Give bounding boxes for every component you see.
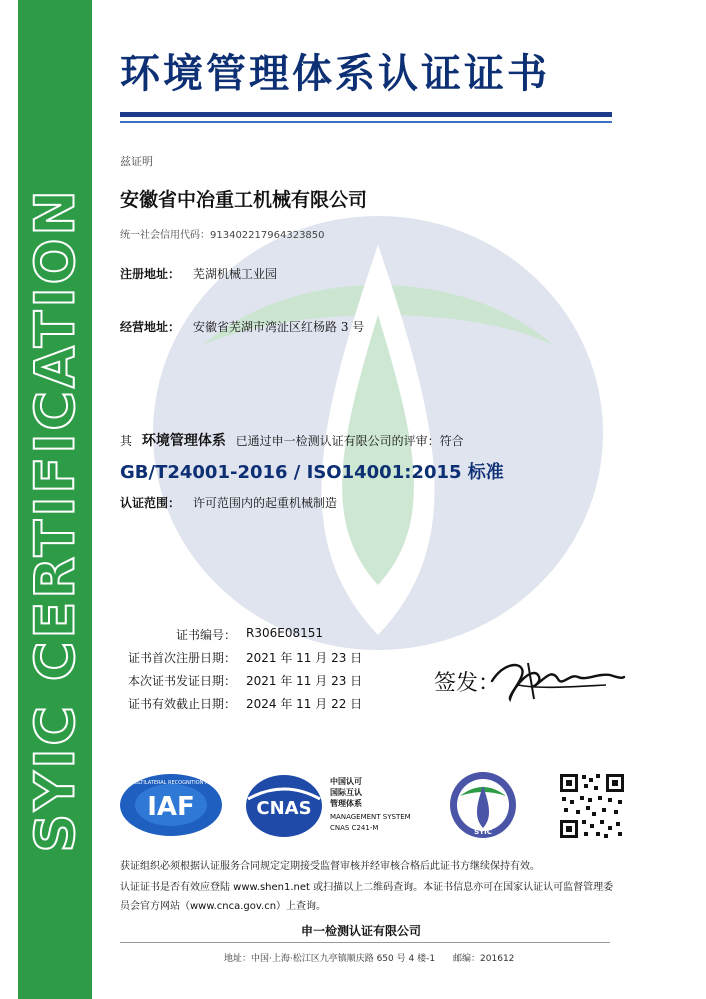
- footer-rule: [120, 942, 610, 943]
- cnas-en2: CNAS C241-M: [330, 824, 379, 832]
- issuer-name: 申一检测认证有限公司: [301, 924, 422, 938]
- footer-line-1: 获证组织必须根据认证服务合同规定定期接受监督审核并经审核合格后此证书方继续保持有效。: [120, 861, 540, 872]
- registered-address-value: 芜湖机械工业园: [193, 267, 278, 281]
- cnas-en1: MANAGEMENT SYSTEM: [330, 813, 411, 821]
- credit-code: 统一社会信用代码：913402217964323850: [120, 230, 325, 241]
- scope-value: 许可范围内的起重机械制造: [193, 496, 338, 510]
- standard: GB/T24001-2016 / ISO14001:2015 标准: [120, 462, 504, 483]
- cnas-cn2: 国际互认: [330, 788, 362, 797]
- title-rule: [120, 112, 612, 117]
- iaf-logo-text: IAF: [147, 792, 195, 822]
- cnas-cn3: 管理体系: [330, 799, 362, 808]
- footer-line-3: 员会官方网站（www.cnca.gov.cn）上查询。: [120, 901, 327, 912]
- sign-label: 签发：: [434, 671, 501, 696]
- statement-post: 已通过申一检测认证有限公司的评审：符合: [235, 434, 464, 448]
- side-brand-text: SYIC CERTIFICATION: [23, 187, 87, 853]
- cert-number-value: R306E08151: [246, 626, 323, 640]
- iaf-logo-ring: MEMBER OF MULTILATERAL RECOGNITION ARRANGEMENT: [98, 780, 244, 786]
- cnas-logo: [244, 773, 434, 839]
- expiry-date-value: 2024 年 11 月 22 日: [246, 697, 363, 711]
- qr-code: [558, 772, 626, 840]
- signature-image: [488, 655, 628, 705]
- cnas-logo-text: CNAS: [256, 798, 312, 819]
- certify-label: 兹证明: [120, 155, 153, 168]
- issuer-address: 地址：中国·上海·松江区九亭镇顺庆路 650 号 4 楼-1 邮编：201612: [224, 954, 515, 964]
- issue-date-label: 本次证书发证日期：: [127, 674, 236, 688]
- statement-pre: 其: [120, 434, 133, 448]
- title-rule-thin: [120, 121, 612, 123]
- footer-line-2: 认证证书是否有效应登陆 www.shen1.net 或扫描以上二维码查询。本证书信息亦可在国家认证认可监督管理委: [120, 882, 614, 893]
- statement: [120, 430, 464, 450]
- company-name: 安徽省中冶重工机械有限公司: [120, 189, 368, 211]
- cert-number-label: 证书编号：: [175, 628, 236, 642]
- registered-address-label: 注册地址：: [120, 267, 181, 281]
- certificate-title: 环境管理体系认证证书: [120, 51, 550, 97]
- syic-logo-text: SYIC: [474, 828, 492, 836]
- iaf-logo: [98, 773, 244, 838]
- scope-label: 认证范围：: [120, 496, 181, 510]
- issue-date-value: 2021 年 11 月 23 日: [246, 674, 363, 688]
- first-reg-date-value: 2021 年 11 月 23 日: [246, 651, 363, 665]
- expiry-date-label: 证书有效截止日期：: [127, 697, 236, 711]
- cnas-cn1: 中国认可: [330, 777, 362, 786]
- business-address-label: 经营地址：: [120, 320, 181, 334]
- business-address-value: 安徽省芜湖市湾沚区红杨路 3 号: [193, 320, 365, 334]
- statement-system: 环境管理体系: [141, 433, 226, 449]
- first-reg-date-label: 证书首次注册日期：: [127, 651, 236, 665]
- syic-logo: [446, 770, 520, 840]
